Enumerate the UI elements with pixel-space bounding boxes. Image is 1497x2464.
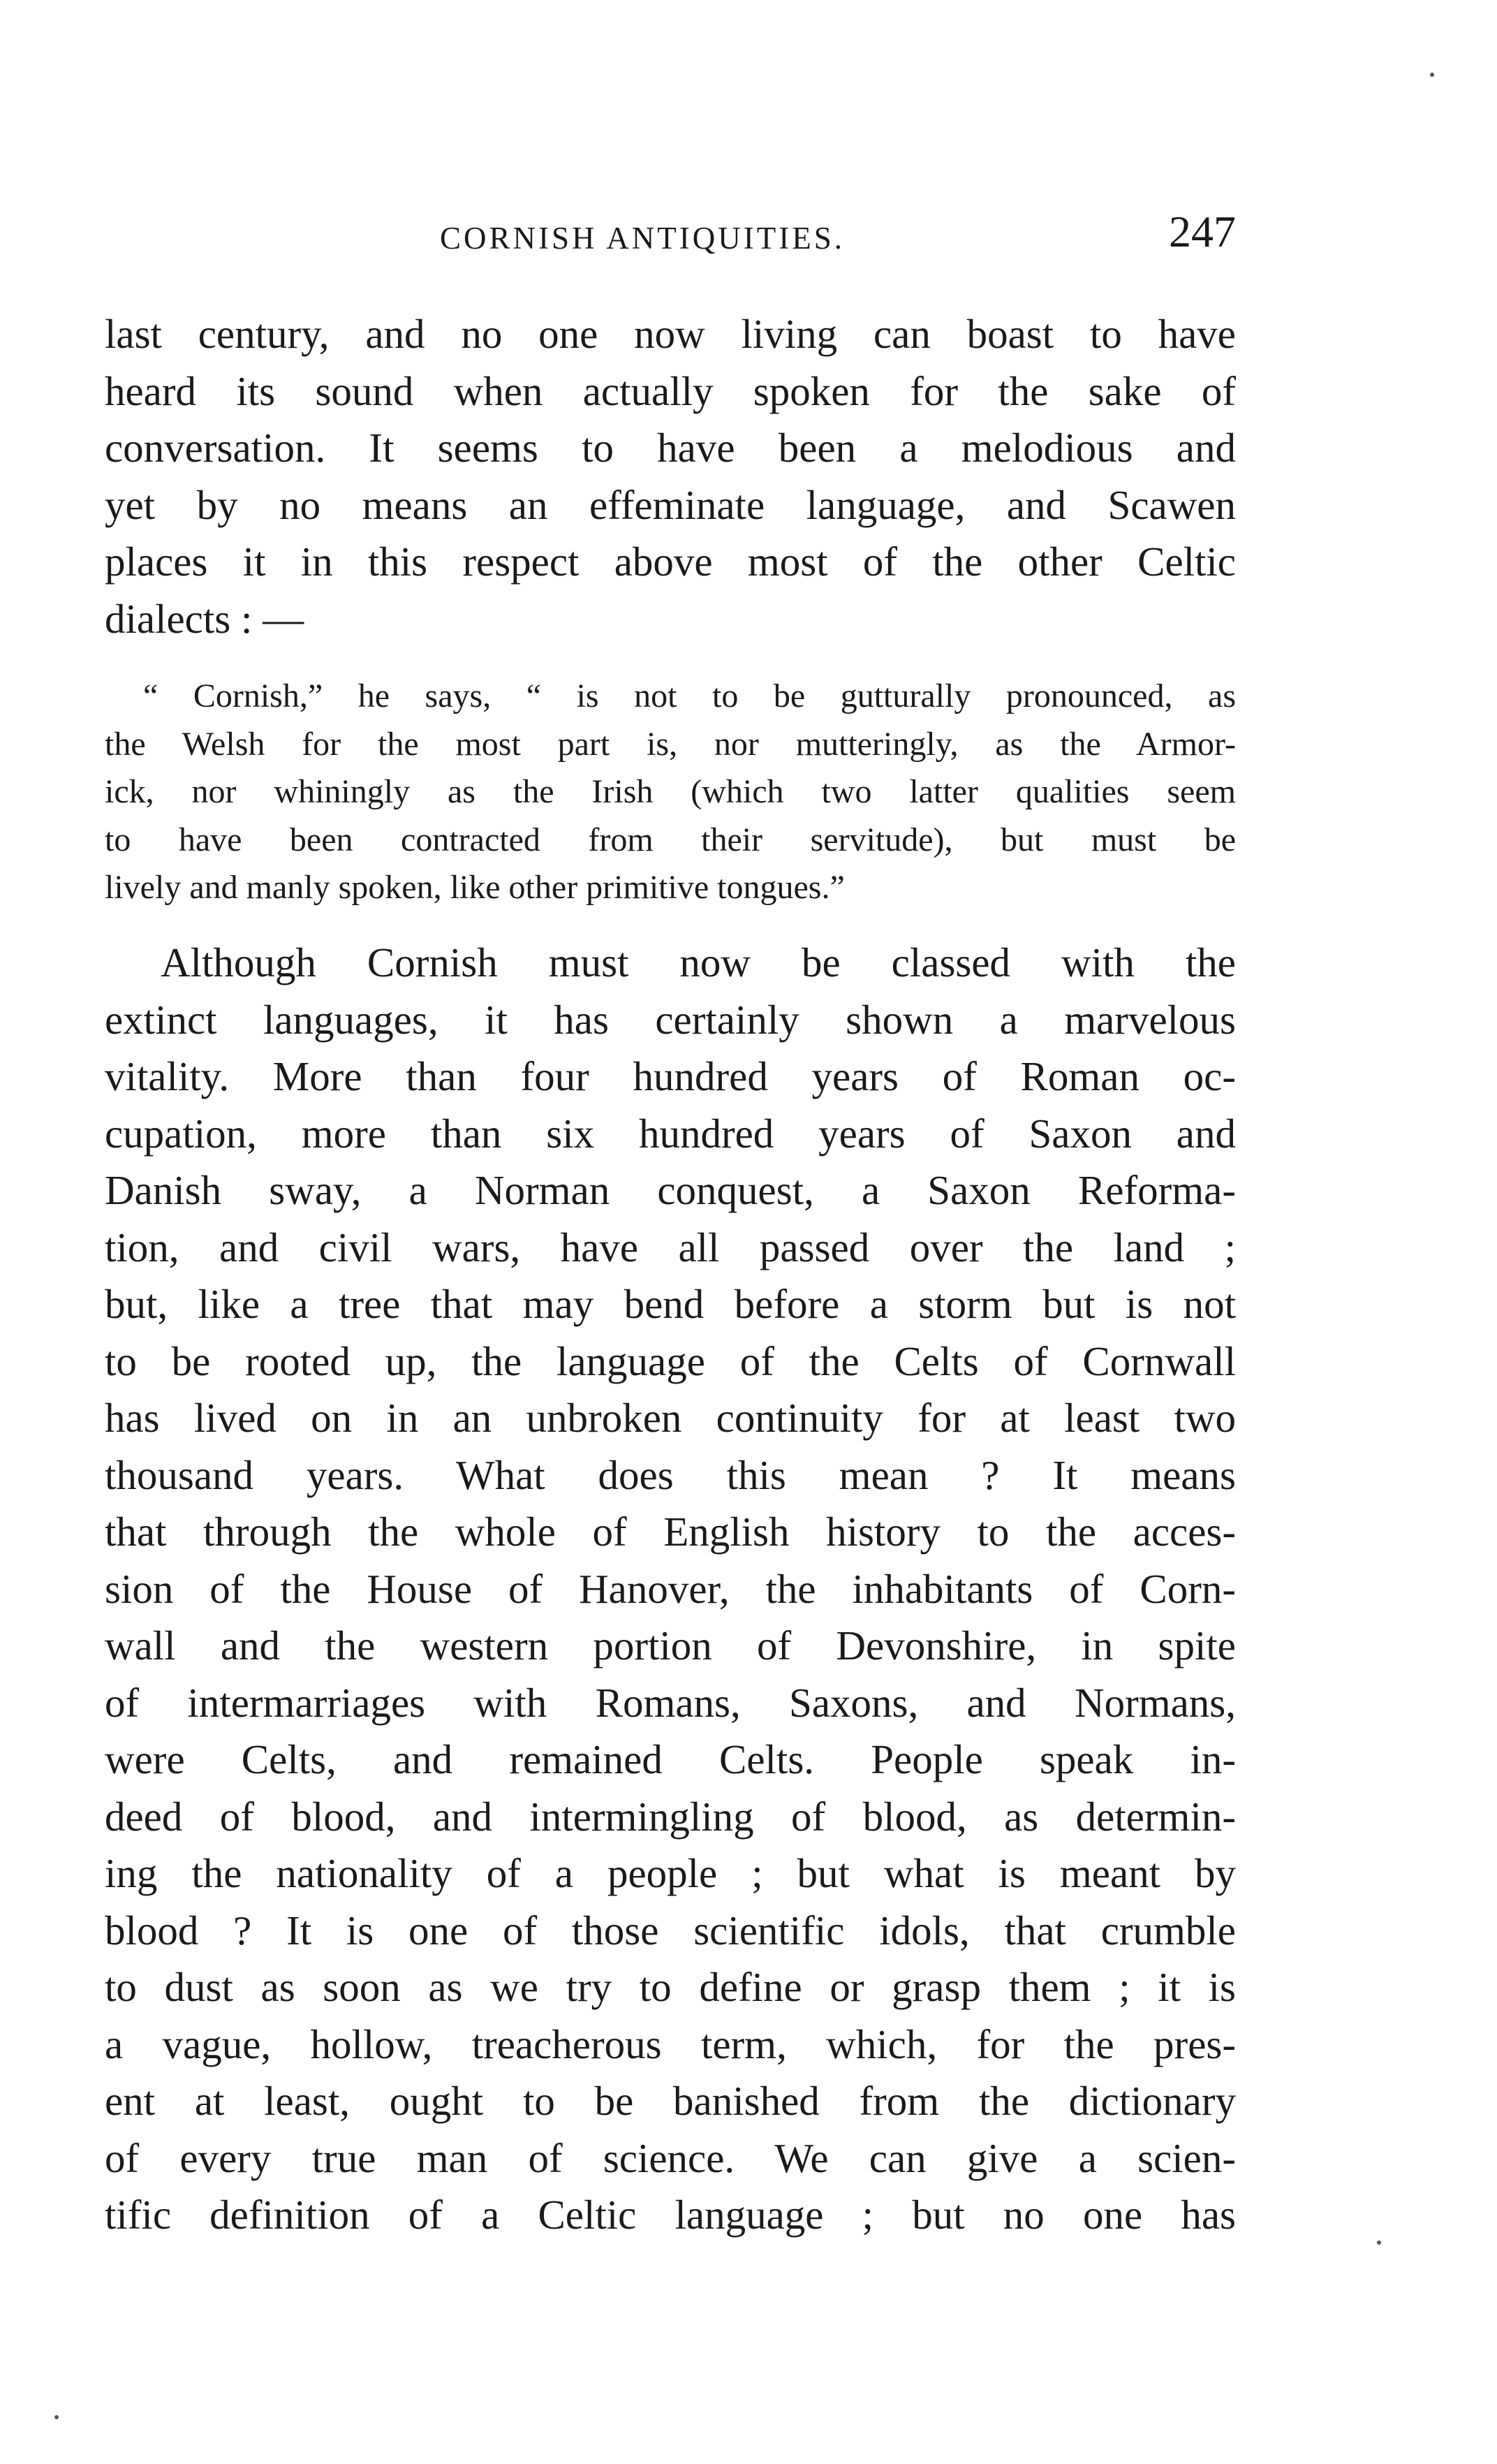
text-line: thousand years. What does this mean ? It means (105, 1451, 1236, 1498)
text-line: wall and the western portion of Devonshire, in spite (105, 1622, 1236, 1669)
text-line: to be rooted up, the language of the Celts of Cornwall (105, 1337, 1236, 1384)
quote-line: “ Cornish,” he says, “ is not to be gutturally pronounced, as (143, 677, 1236, 714)
text-line: last century, and no one now living can boast to have (105, 311, 1236, 357)
quote-line: ick, nor whiningly as the Irish (which two latter qualities seem (105, 773, 1236, 810)
paper-speck (1430, 73, 1434, 77)
quote-line: the Welsh for the most part is, nor mutteringly, as the Armor- (105, 725, 1236, 763)
text-line: heard its sound when actually spoken for the sake of (105, 367, 1236, 414)
text-line: to dust as soon as we try to define or grasp them ; it is (105, 1964, 1236, 2010)
text-line: yet by no means an effeminate language, and Scawen (105, 481, 1236, 528)
paper-speck (1377, 2241, 1381, 2245)
text-line: sion of the House of Hanover, the inhabitants of Corn- (105, 1565, 1236, 1612)
text-line: vitality. More than four hundred years of Roman oc- (105, 1053, 1236, 1099)
text-line: dialects : — (105, 595, 304, 642)
text-line: places it in this respect above most of the other Celtic (105, 538, 1236, 585)
quote-line: lively and manly spoken, like other primitive tongues.” (105, 869, 845, 906)
main-paragraph (105, 934, 1236, 2244)
text-line: blood ? It is one of those scientific idols, that crumble (105, 1907, 1236, 1953)
text-line: Danish sway, a Norman conquest, a Saxon Reforma- (105, 1167, 1236, 1213)
text-line: extinct languages, it has certainly shown a marvelous (105, 996, 1236, 1043)
text-line: but, like a tree that may bend before a storm but is not (105, 1281, 1236, 1327)
text-line: has lived on in an unbroken continuity for at least two (105, 1395, 1236, 1441)
block-quotation (105, 673, 1236, 912)
text-line: deed of blood, and intermingling of blood, as determin- (105, 1793, 1236, 1840)
text-line: were Celts, and remained Celts. People speak in- (105, 1736, 1236, 1782)
text-line: of every true man of science. We can give a scien- (105, 2134, 1236, 2181)
text-line: of intermarriages with Romans, Saxons, and Normans, (105, 1679, 1236, 1726)
text-line: a vague, hollow, treacherous term, which, for the pres- (105, 2021, 1236, 2067)
opening-paragraph (105, 306, 1236, 647)
text-line: that through the whole of English history to the acces- (105, 1509, 1236, 1555)
text-line: Although Cornish must now be classed with the (161, 939, 1236, 985)
text-line: ent at least, ought to be banished from the dictionary (105, 2078, 1236, 2124)
text-line: tific definition of a Celtic language ; but no one has (105, 2192, 1236, 2238)
text-line: cupation, more than six hundred years of Saxon and (105, 1110, 1236, 1157)
page-number: 247 (1169, 207, 1236, 256)
text-line: conversation. It seems to have been a melodious and (105, 425, 1236, 471)
running-head: CORNISH ANTIQUITIES. (440, 221, 845, 256)
text-line: tion, and civil wars, have all passed over the land ; (105, 1224, 1236, 1270)
text-line: ing the nationality of a people ; but what is meant by (105, 1850, 1236, 1896)
page-header (105, 206, 1236, 262)
paper-speck (54, 2415, 59, 2419)
quote-line: to have been contracted from their servitude), but must be (105, 821, 1236, 858)
